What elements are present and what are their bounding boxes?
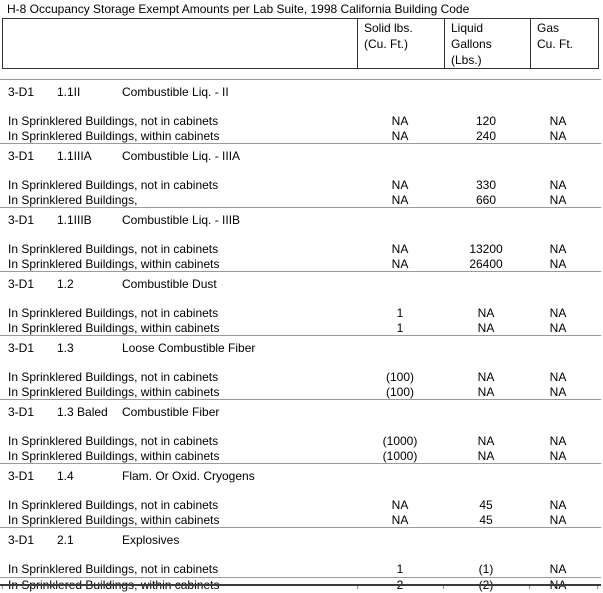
section-header	[0, 469, 601, 485]
section-category: Flam. Or Oxid. Cryogens	[122, 469, 255, 483]
gas-value: NA	[549, 385, 567, 399]
liquid-value: NA	[477, 370, 495, 384]
liquid-value: NA	[477, 321, 495, 335]
section	[0, 463, 601, 527]
gas-value: NA	[549, 178, 567, 192]
gas-value: NA	[549, 578, 567, 592]
row-label: In Sprinklered Buildings, not in cabinets	[8, 562, 219, 576]
liquid-value: 330	[475, 178, 497, 192]
solid-value: NA	[391, 498, 409, 512]
section-code: 3-D1	[8, 149, 35, 163]
gas-value: NA	[549, 370, 567, 384]
section-header	[0, 213, 601, 229]
section-category: Loose Combustible Fiber	[122, 341, 256, 355]
section	[0, 207, 601, 271]
section	[0, 527, 601, 591]
header-liquid-line2: Gallons	[451, 37, 492, 51]
row-label: In Sprinklered Buildings, not in cabinets	[8, 114, 219, 128]
header-gas-column	[530, 19, 598, 68]
row-label: In Sprinklered Buildings, within cabinets	[8, 385, 220, 399]
gas-value: NA	[549, 449, 567, 463]
page-title: H-8 Occupancy Storage Exempt Amounts per Lab Suite, 1998 California Building Code	[7, 2, 470, 16]
section	[0, 399, 601, 463]
sections-list	[0, 79, 601, 591]
solid-value: NA	[391, 242, 409, 256]
table-row	[0, 242, 601, 257]
solid-value: (1000)	[382, 434, 418, 448]
row-label: In Sprinklered Buildings, within cabinets	[8, 321, 220, 335]
liquid-value: NA	[477, 434, 495, 448]
gas-value: NA	[549, 257, 567, 271]
section-header	[0, 85, 601, 101]
solid-value: (100)	[385, 370, 414, 384]
section-header	[0, 341, 601, 357]
solid-value: NA	[391, 129, 409, 143]
header-liquid-line3: (Lbs.)	[451, 53, 482, 67]
section-category: Combustible Dust	[122, 277, 217, 291]
gas-value: NA	[549, 498, 567, 512]
header-solid-column	[357, 19, 444, 68]
table-row	[0, 498, 601, 513]
liquid-value: 26400	[469, 257, 503, 271]
solid-value: (1000)	[382, 449, 418, 463]
row-label: In Sprinklered Buildings, not in cabinets	[8, 306, 219, 320]
solid-value: 1	[396, 321, 404, 335]
gas-value: NA	[549, 114, 567, 128]
liquid-value: NA	[477, 449, 495, 463]
row-label: In Sprinklered Buildings, not in cabinets	[8, 370, 219, 384]
section-code: 3-D1	[8, 341, 35, 355]
solid-value: NA	[391, 178, 409, 192]
section	[0, 79, 601, 143]
section-category: Explosives	[122, 533, 180, 547]
table-row	[0, 434, 601, 449]
solid-value: 1	[396, 306, 404, 320]
section-code: 3-D1	[8, 277, 35, 291]
section-header	[0, 533, 601, 549]
row-label: In Sprinklered Buildings, within cabinets	[8, 129, 220, 143]
section-code: 3-D1	[8, 533, 35, 547]
section-subcode: 1.3 Baled	[57, 405, 108, 419]
gas-value: NA	[549, 513, 567, 527]
section	[0, 271, 601, 335]
table-row	[0, 449, 601, 464]
section	[0, 335, 601, 399]
header-solid-line1: Solid lbs.	[364, 21, 413, 35]
header-liquid-column	[444, 19, 530, 68]
liquid-value: NA	[477, 306, 495, 320]
table-row	[0, 306, 601, 321]
section-category: Combustible Liq. - II	[122, 85, 229, 99]
solid-value: (100)	[385, 385, 414, 399]
row-label: In Sprinklered Buildings, within cabinets	[8, 578, 220, 592]
row-label: In Sprinklered Buildings, within cabinets	[8, 449, 220, 463]
section-code: 3-D1	[8, 405, 35, 419]
header-liquid-line1: Liquid	[451, 21, 484, 35]
section-code: 3-D1	[8, 469, 35, 483]
table-row	[0, 513, 601, 528]
section-subcode: 1.1IIIA	[57, 149, 92, 163]
table-bottom-border	[0, 584, 601, 586]
row-label: In Sprinklered Buildings, within cabinets	[8, 513, 220, 527]
table-row	[0, 114, 601, 129]
solid-value: NA	[391, 193, 409, 207]
section-subcode: 1.1IIIB	[57, 213, 92, 227]
table-row	[0, 178, 601, 193]
section-subcode: 1.1II	[57, 85, 81, 99]
liquid-value: (2)	[478, 578, 494, 592]
solid-value: NA	[391, 114, 409, 128]
section-subcode: 1.3	[57, 341, 74, 355]
gas-value: NA	[549, 242, 567, 256]
liquid-value: 45	[479, 513, 493, 527]
header-solid-line2: (Cu. Ft.)	[364, 37, 408, 51]
section-code: 3-D1	[8, 85, 35, 99]
section-code: 3-D1	[8, 213, 35, 227]
gas-value: NA	[549, 321, 567, 335]
row-label: In Sprinklered Buildings, not in cabinets	[8, 178, 219, 192]
table-row	[0, 370, 601, 385]
header-gas-line2: Cu. Ft.	[537, 37, 574, 51]
row-label: In Sprinklered Buildings, within cabinets	[8, 257, 220, 271]
solid-value: 1	[396, 562, 404, 576]
table-row	[0, 321, 601, 336]
row-label: In Sprinklered Buildings,	[8, 193, 138, 207]
row-label: In Sprinklered Buildings, not in cabinets	[8, 242, 219, 256]
header-empty-cell	[3, 19, 357, 68]
column-header-table	[2, 18, 599, 69]
section	[0, 143, 601, 207]
gas-value: NA	[549, 193, 567, 207]
section-category: Combustible Liq. - IIIA	[122, 149, 241, 163]
solid-value: NA	[391, 257, 409, 271]
section-header	[0, 277, 601, 293]
gas-value: NA	[549, 434, 567, 448]
liquid-value: (1)	[478, 562, 494, 576]
liquid-value: 120	[475, 114, 497, 128]
section-category: Combustible Liq. - IIIB	[122, 213, 241, 227]
row-label: In Sprinklered Buildings, not in cabinets	[8, 498, 219, 512]
table-row	[0, 385, 601, 400]
liquid-value: 660	[475, 193, 497, 207]
section-subcode: 1.2	[57, 277, 74, 291]
row-label: In Sprinklered Buildings, not in cabinets	[8, 434, 219, 448]
gas-value: NA	[549, 306, 567, 320]
solid-value: 2	[396, 578, 404, 592]
section-subcode: 2.1	[57, 533, 74, 547]
table-row	[0, 257, 601, 272]
solid-value: NA	[391, 513, 409, 527]
liquid-value: 13200	[469, 242, 503, 256]
gas-value: NA	[549, 562, 567, 576]
section-category: Combustible Fiber	[122, 405, 220, 419]
gas-value: NA	[549, 129, 567, 143]
section-header	[0, 405, 601, 421]
header-gas-line1: Gas	[537, 21, 560, 35]
liquid-value: NA	[477, 385, 495, 399]
liquid-value: 45	[479, 498, 493, 512]
table-row	[0, 193, 601, 208]
table-row	[0, 129, 601, 144]
table-row	[0, 562, 601, 577]
section-subcode: 1.4	[57, 469, 74, 483]
section-header	[0, 149, 601, 165]
liquid-value: 240	[475, 129, 497, 143]
